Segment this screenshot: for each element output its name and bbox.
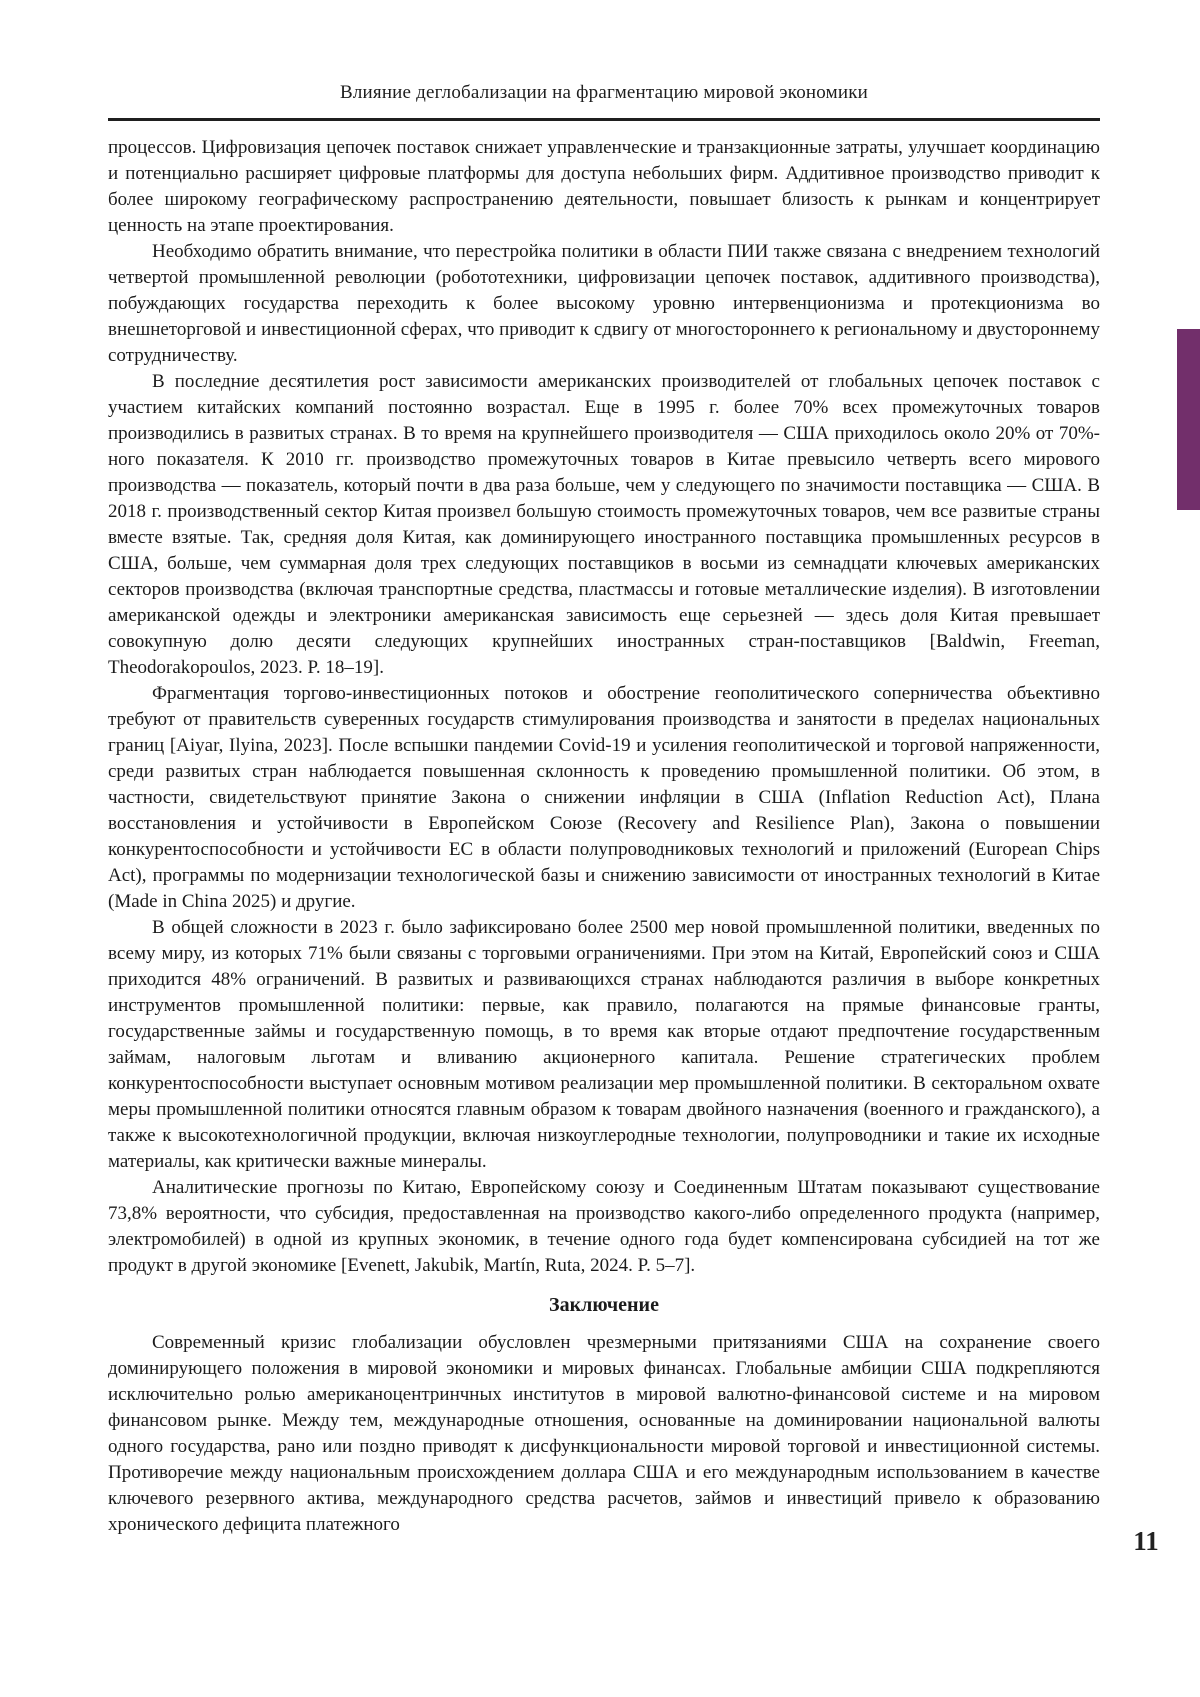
page-number: 11 [1133,1526,1159,1556]
paragraph: Фрагментация торгово-инвестиционных потоков и обострение геополитического соперничества объективно требуют от правительств суверенных государств стимулирования производства и занятости в пределах национальных границ [Aiyar, Ilyina, 2023]. После вспышки пандемии Covid-19 и усиления геополитической и торговой напряженности, среди развитых стран наблюдается повышенная склонность к проведению промышленной политики. Об этом, в частности, свидетельствуют принятие Закона о снижении инфляции в США (Inflation Reduction Act), Плана восстановления и устойчивости в Европейском Союзе (Recovery and Resilience Plan), Закона о повышении конкурентоспособности и устойчивости ЕС в области полупроводниковых технологий и приложений (European Chips Act), программы по модернизации технологической базы и снижению зависимости от иностранных технологий в Китае (Made in China 2025) и другие. [108,683,1100,912]
paragraph: Необходимо обратить внимание, что перестройка политики в области ПИИ также связана с внедрением технологий четвертой промышленной революции (робототехники, цифровизации цепочек поставок, аддитивного производства), побуждающих государства переходить к более высокому уровню интервенционизма и протекционизма во внешнеторговой и инвестиционной сферах, что приводит к сдвигу от многостороннего к региональному и двустороннему сотрудничеству. [108,241,1100,366]
paragraph: Аналитические прогнозы по Китаю, Европейскому союзу и Соединенным Штатам показывают существование 73,8% вероятности, что субсидия, предоставленная на производство какого-либо определенного продукта (например, электромобилей) в одной из крупных экономик, в течение одного года будет компенсирована субсидией на тот же продукт в другой экономике [Evenett, Jakubik, Martín, Ruta, 2024. P. 5–7]. [108,1177,1100,1276]
paragraph: В последние десятилетия рост зависимости американских производителей от глобальных цепочек поставок с участием китайских компаний постоянно возрастал. Еще в 1995 г. более 70% всех промежуточных товаров производились в развитых странах. В то время на крупнейшего производителя — США приходилось около 20% от 70%-ного показателя. К 2010 гг. производство промежуточных товаров в Китае превысило четверть всего мирового производства — показатель, который почти в два раза больше, чем у следующего по значимости поставщика — США. В 2018 г. производственный сектор Китая произвел большую стоимость промежуточных товаров, чем все развитые страны вместе взятые. Так, средняя доля Китая, как доминирующего иностранного поставщика промышленных ресурсов в США, больше, чем суммарная доля трех следующих поставщиков в восьми из семнадцати ключевых американских секторов производства (включая транспортные средства, пластмассы и готовые металлические изделия). В изготовлении американской одежды и электроники американская зависимость еще серьезней — здесь доля Китая превышает совокупную долю десяти следующих крупнейших иностранных стран-поставщиков [Baldwin, Freeman, Theodorakopoulos, 2023. P. 18–19]. [108,371,1100,678]
section-marker-bar [1177,329,1200,510]
text-column [108,82,1100,1538]
body-blocks [108,135,1100,1538]
paragraph: В общей сложности в 2023 г. было зафиксировано более 2500 мер новой промышленной политики, введенных по всему миру, из которых 71% были связаны с торговыми ограничениями. При этом на Китай, Европейский союз и США приходится 48% ограничений. В развитых и развивающихся странах наблюдаются различия в выборе конкретных инструментов промышленной политики: первые, как правило, полагаются на прямые финансовые гранты, государственные займы и государственную помощь, в то время как вторые отдают предпочтение государственным займам, налоговым льготам и вливанию акционерного капитала. Решение стратегических проблем конкурентоспособности выступает основным мотивом реализации мер промышленной политики. В секторальном охвате меры промышленной политики относятся главным образом к товарам двойного назначения (военного и гражданского), а также к высокотехнологичной продукции, включая низкоуглеродные технологии, полупроводники и такие их исходные материалы, как критически важные минералы. [108,917,1100,1172]
running-head: Влияние деглобализации на фрагментацию мировой экономики [339,82,869,103]
paragraph: Современный кризис глобализации обусловлен чрезмерными притязаниями США на сохранение своего доминирующего положения в мировой экономики и мировых финансах. Глобальные амбиции США подкрепляются исключительно ролью американоцентринчных институтов в мировой валютно-финансовой системе и на мировом финансовом рынке. Между тем, международные отношения, основанные на доминировании национальной валюты одного государства, рано или поздно приводят к дисфункциональности мировой торговой и инвестиционной системы. Противоречие между национальным происхождением доллара США и его международным использованием в качестве ключевого резервного актива, международного средства расчетов, займов и инвестиций привело к образованию хронического дефицита платежного [108,1332,1100,1535]
paragraph: процессов. Цифровизация цепочек поставок снижает управленческие и транзакционные затраты, улучшает координацию и потенциально расширяет цифровые платформы для доступа небольших фирм. Аддитивное производство приводит к более широкому географическому распространению деятельности, повышает близость к рынкам и концентрирует ценность на этапе проектирования. [108,137,1100,236]
section-heading: Заключение [549,1294,659,1316]
header-rule [108,118,1100,121]
